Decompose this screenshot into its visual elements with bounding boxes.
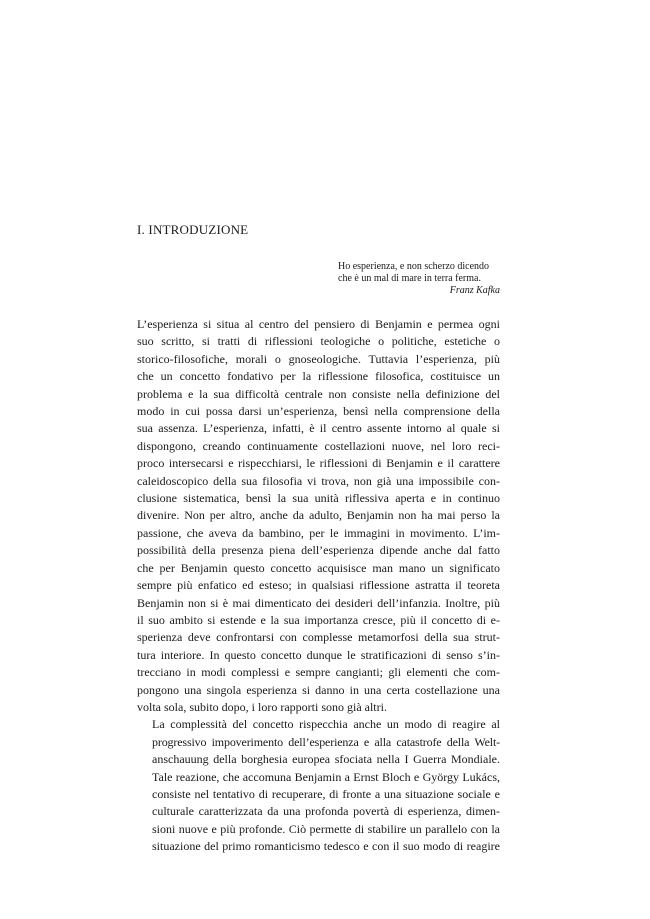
text-line: volta sola, subito dopo, i loro rapporti sono già altri. [137,699,387,714]
text-line: il suo ambito si estende e la sua importanza cresce, più il concetto di e- [137,612,500,627]
text-line: progressivo impoverimento dell’esperienza e alla catastrofe della Welt- [152,734,500,749]
epigraph-line: Ho esperienza, e non scherzo dicendo [338,261,490,272]
text-line: culturale caratterizzata da una profonda povertà di esperienza, dimen- [152,804,500,819]
text-line: caleidoscopico della sua filosofia vi trova, non già una impossibile con- [137,473,500,488]
text-line: sempre più enfatico ed esteso; in qualsiasi riflessione astratta il teoreta [137,578,500,593]
text-line: problema e la sua difficoltà centrale non consiste nella definizione del [137,386,500,401]
text-line: sperienza deve confrontarsi con complesse metamorfosi della sua strut- [137,630,500,645]
text-line: pongono una singola esperienza si danno in una certa costellazione una [137,682,500,697]
text-line: La complessità del concetto rispecchia anche un modo di reagire al [152,717,500,732]
paragraph-1 [137,316,500,716]
text-line: possibilità della presenza piena dell’esperienza dipende anche dal fatto [137,543,500,558]
text-line: passione, che aveva da bambino, per le immagini in movimento. L’im- [137,525,500,540]
text-line: L’esperienza si situa al centro del pensiero di Benjamin e permea ogni [137,317,500,331]
text-line: sua assenza. L’esperienza, infatti, è il centro assente intorno al quale si [137,421,500,436]
text-line: che un concetto fondativo per la riflessione filosofica, costituisce un [137,369,500,384]
text-line: suo scritto, si tratti di riflessioni teologiche o politiche, estetiche o [137,334,500,349]
text-line: divenire. Non per altro, anche da adulto, Benjamin non ha mai perso la [137,508,500,523]
text-line: sioni nuove e più profonde. Ciò permette di stabilire un parallelo con la [152,821,500,836]
text-line: consiste nel tentativo di recuperare, di fronte a una situazione sociale e [152,786,500,801]
epigraph-author: Franz Kafka [449,285,500,296]
text-line: tura interiore. In questo concetto dunque le stratificazioni di senso s’in- [137,647,500,662]
paragraph-2 [137,716,500,855]
text-line: dispongono, creando continuamente costellazioni nuove, nel loro reci- [137,438,500,453]
text-line: proco intersecarsi e rispecchiarsi, le riflessioni di Benjamin e il carattere [137,456,500,471]
text-line: Benjamin non si è mai dimenticato dei desideri dell’infanzia. Inoltre, più [137,595,500,610]
text-line: storico-filosofiche, morali o gnoseologiche. Tuttavia l’esperienza, più [137,351,500,366]
chapter-title: I. INTRODUZIONE [137,222,249,237]
text-line: modo in cui possa darsi un’esperienza, bensì nella comprensione della [137,404,500,419]
text-line: clusione sistematica, bensì la sua unità riflessiva aperta e in continuo [137,491,500,506]
body-text [137,316,500,856]
text-line: anschauung della borghesia europea sfociata nella I Guerra Mondiale. [152,752,500,767]
text-line: Tale reazione, che accomuna Benjamin a Ernst Bloch e György Lukács, [152,769,500,784]
text-line: che per Benjamin questo concetto acquisisce man mano un significato [137,560,500,575]
epigraph-line: che è un mal di mare in terra ferma. [338,273,481,284]
epigraph [338,261,500,297]
text-line: situazione del primo romanticismo tedesco e con il suo modo di reagire [152,839,500,854]
text-line: trecciano in modi complessi e sempre cangianti; gli elementi che com- [137,665,500,680]
